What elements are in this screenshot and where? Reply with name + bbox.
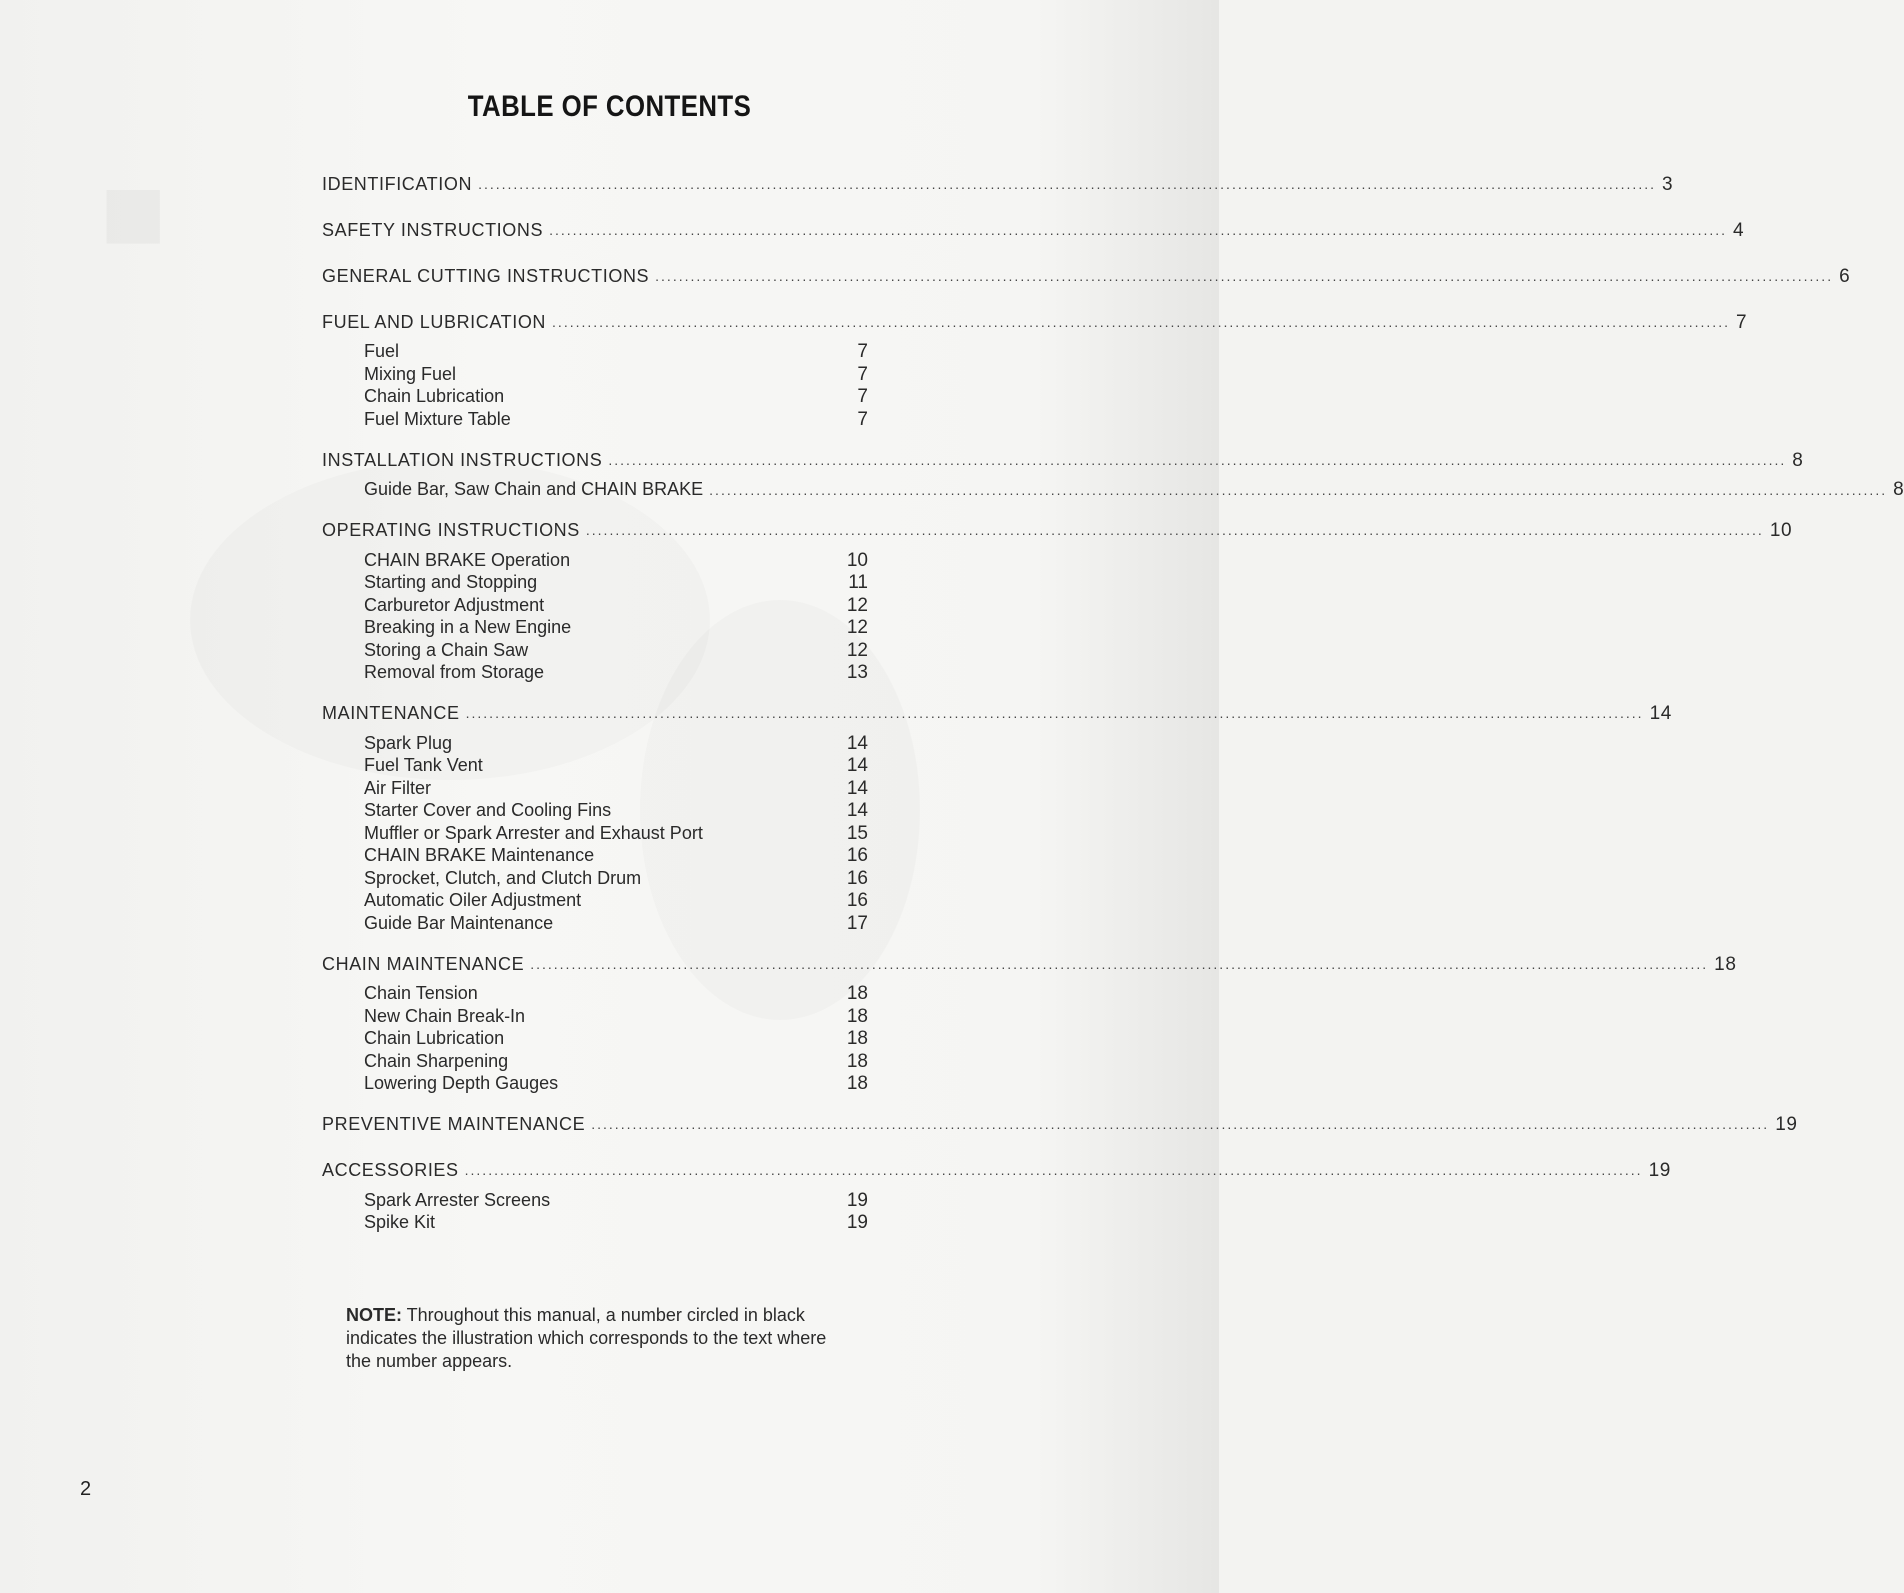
toc-sub-entry: [322, 1050, 868, 1073]
toc-sub-entry: [322, 616, 868, 639]
toc-entry: [322, 1109, 1798, 1141]
toc-entry-page: 18: [1714, 953, 1737, 975]
toc-sub-entry-label: CHAIN BRAKE Maintenance: [364, 845, 595, 865]
toc-sub-entry-label: Air Filter: [364, 777, 431, 798]
toc-entry-page: 10: [1769, 520, 1793, 541]
toc-sub-entry-page: 14: [846, 755, 868, 776]
bleed-through-shape: [100, 170, 166, 252]
toc-sub-entry-label: Mixing Fuel: [364, 363, 457, 384]
leader-dots: ........................................................................................................................................................................................................: [464, 1162, 1643, 1178]
toc-sub-entry: [322, 549, 868, 572]
toc-sub-entry-label: Spark Arrester Screens: [364, 1189, 551, 1210]
leader-dots: ........................................................................................................................................................................................................: [530, 955, 1709, 972]
toc-entry-label: SAFETY INSTRUCTIONS: [322, 219, 544, 240]
toc-sub-entry-label: New Chain Break-In: [364, 1005, 526, 1026]
toc-sub-entry-page: 15: [846, 822, 868, 844]
toc-sub-entry: [322, 1027, 868, 1050]
toc-section: [322, 698, 1672, 935]
toc-sub-entry: [322, 594, 868, 617]
toc-sub-entry-label: Fuel Tank Vent: [364, 755, 483, 775]
note-label: NOTE:: [346, 1305, 402, 1325]
toc-entry-label: OPERATING INSTRUCTIONS: [322, 520, 580, 540]
toc-section: [322, 948, 1737, 1095]
toc-sub-entry-label: Sprocket, Clutch, and Clutch Drum: [364, 867, 642, 888]
toc-section: [322, 1109, 1798, 1141]
toc-sub-entry-label: Chain Lubrication: [364, 386, 505, 406]
toc-sub-entry: [322, 385, 868, 408]
toc-sub-entry-page: 14: [846, 777, 868, 799]
leader-dots: ........................................................................................................................................................................................................: [478, 175, 1656, 192]
toc-sub-entry: [322, 777, 868, 800]
toc-sub-entry-label: Lowering Depth Gauges: [364, 1073, 559, 1093]
toc-sub-entry: [322, 478, 1904, 501]
toc-sub-entry-label: Chain Sharpening: [364, 1050, 509, 1071]
toc-sub-entry-label: Fuel: [364, 341, 400, 361]
toc-sub-entry-label: Storing a Chain Saw: [364, 639, 529, 660]
toc-sub-entry: [322, 661, 868, 684]
toc-sub-entry-page: 7: [857, 386, 868, 407]
toc-sub-entry-label: Spike Kit: [364, 1212, 436, 1232]
toc-sub-entry-page: 12: [846, 639, 868, 661]
toc-sub-list: [322, 982, 868, 1095]
toc-entry-label: ACCESSORIES: [322, 1160, 459, 1180]
toc-sub-entry: [322, 754, 868, 777]
table-of-contents: [322, 168, 1904, 1248]
toc-sub-entry: [322, 799, 868, 822]
toc-sub-entry-page: 10: [846, 549, 868, 571]
toc-entry-page: 8: [1792, 449, 1804, 471]
toc-sub-entry: [322, 408, 868, 431]
leader-dots: ........................................................................................................................................................................................................: [655, 267, 1834, 284]
toc-sub-entry: [322, 912, 868, 935]
page-number: 2: [80, 1478, 92, 1500]
toc-entry-page: 14: [1649, 703, 1672, 724]
leader-dots: ........................................................................................................................................................................................................: [585, 522, 1764, 538]
toc-sub-entry: [322, 639, 868, 662]
toc-sub-entry-label: Guide Bar Maintenance: [364, 912, 554, 933]
toc-entry: [322, 1155, 1671, 1187]
leader-dots: ........................................................................................................................................................................................................: [549, 221, 1728, 238]
toc-entry-label: GENERAL CUTTING INSTRUCTIONS: [322, 265, 650, 286]
toc-sub-entry: [322, 571, 868, 594]
toc-sub-entry-page: 18: [846, 983, 868, 1004]
toc-section: [322, 515, 1793, 684]
toc-entry: [322, 948, 1737, 980]
toc-sub-entry-page: 16: [846, 867, 868, 889]
toc-sub-entry: [322, 340, 868, 363]
toc-entry: [322, 698, 1672, 730]
leader-dots: ........................................................................................................................................................................................................: [465, 705, 1644, 721]
toc-sub-entry-page: 13: [846, 662, 868, 683]
leader-dots: ........................................................................................................................................................................................................: [591, 1116, 1770, 1132]
toc-entry-label: PREVENTIVE MAINTENANCE: [322, 1114, 586, 1134]
toc-entry-page: 19: [1775, 1114, 1798, 1135]
toc-sub-entry-label: Fuel Mixture Table: [364, 408, 511, 429]
toc-sub-entry-label: CHAIN BRAKE Operation: [364, 549, 571, 570]
toc-sub-entry: [322, 1072, 868, 1095]
toc-entry: [322, 306, 1748, 338]
leader-dots: ........................................................................................................................................................................................................: [552, 313, 1730, 330]
toc-entry: [322, 515, 1793, 547]
toc-entry-label: INSTALLATION INSTRUCTIONS: [322, 449, 603, 470]
note-paragraph: [346, 1304, 846, 1373]
page-title: TABLE OF CONTENTS: [467, 90, 752, 124]
toc-sub-entry: [322, 844, 868, 867]
toc-entry-page: 19: [1648, 1160, 1671, 1181]
toc-sub-entry-label: Muffler or Spark Arrester and Exhaust Port: [364, 822, 703, 843]
toc-sub-entry-page: 14: [846, 800, 868, 821]
toc-section: [322, 260, 1851, 292]
toc-sub-entry: [322, 732, 868, 755]
toc-sub-entry-page: 11: [848, 572, 868, 593]
toc-sub-entry-page: 19: [846, 1212, 868, 1233]
toc-entry-label: FUEL AND LUBRICATION: [322, 311, 547, 332]
toc-entry-label: IDENTIFICATION: [322, 173, 473, 194]
toc-section: [322, 444, 1904, 501]
toc-sub-list: [322, 1189, 868, 1234]
leader-dots: ........................................................................................................................................................................................................: [709, 482, 1888, 498]
toc-sub-entry-page: 12: [846, 617, 868, 638]
toc-sub-entry-page: 16: [846, 890, 868, 911]
toc-sub-entry-page: 7: [857, 341, 868, 362]
toc-sub-entry: [322, 822, 868, 845]
toc-sub-entry-page: 18: [846, 1073, 868, 1094]
toc-sub-list: [322, 732, 868, 935]
toc-sub-entry-label: Carburetor Adjustment: [364, 594, 545, 615]
toc-sub-entry: [322, 867, 868, 890]
toc-sub-entry-page: 18: [846, 1028, 868, 1049]
toc-sub-entry-page: 18: [846, 1005, 868, 1027]
toc-sub-entry: [322, 982, 868, 1005]
toc-section: [322, 214, 1745, 246]
toc-sub-entry-page: 8: [1893, 479, 1904, 500]
toc-sub-entry-label: Starter Cover and Cooling Fins: [364, 800, 612, 820]
toc-section: [322, 306, 1748, 430]
toc-entry: [322, 214, 1745, 246]
leader-dots: ........................................................................................................................................................................................................: [608, 451, 1787, 468]
toc-entry: [322, 260, 1851, 292]
toc-entry: [322, 444, 1804, 476]
toc-sub-entry-label: Breaking in a New Engine: [364, 617, 572, 637]
toc-sub-entry-label: Removal from Storage: [364, 662, 545, 682]
toc-sub-entry-page: 19: [846, 1189, 868, 1211]
toc-entry-page: 4: [1733, 219, 1745, 241]
toc-sub-entry-label: Guide Bar, Saw Chain and CHAIN BRAKE: [364, 479, 704, 499]
toc-section: [322, 1155, 1671, 1234]
toc-sub-entry: [322, 889, 868, 912]
toc-sub-list: [322, 340, 868, 430]
toc-sub-entry: [322, 1211, 868, 1234]
toc-sub-entry-label: Spark Plug: [364, 732, 453, 753]
toc-sub-entry-page: 7: [857, 363, 868, 385]
toc-sub-entry-page: 7: [857, 408, 868, 430]
toc-sub-entry-label: Chain Tension: [364, 983, 478, 1003]
toc-sub-entry: [322, 363, 868, 386]
toc-sub-entry-label: Starting and Stopping: [364, 572, 538, 592]
toc-sub-entry-page: 17: [846, 912, 868, 934]
toc-entry-label: CHAIN MAINTENANCE: [322, 953, 525, 974]
toc-sub-entry: [322, 1189, 868, 1212]
toc-sub-entry-page: 18: [846, 1050, 868, 1072]
toc-sub-entry-page: 12: [846, 594, 868, 616]
toc-sub-entry-label: Automatic Oiler Adjustment: [364, 890, 582, 910]
toc-sub-list: [322, 549, 868, 684]
toc-sub-entry: [322, 1005, 868, 1028]
toc-sub-entry-page: 16: [846, 845, 868, 866]
note-text: Throughout this manual, a number circled in black indicates the illustration which corresponds to the text where the number appears.: [346, 1305, 827, 1371]
toc-sub-entry-page: 14: [846, 732, 868, 754]
toc-entry-label: MAINTENANCE: [322, 703, 460, 723]
toc-entry-page: 3: [1662, 173, 1674, 195]
toc-entry-page: 7: [1735, 311, 1748, 333]
toc-entry: [322, 168, 1674, 200]
toc-entry-page: 6: [1839, 265, 1851, 287]
toc-section: [322, 168, 1674, 200]
toc-sub-entry-label: Chain Lubrication: [364, 1028, 505, 1048]
toc-sub-list: [322, 478, 1904, 501]
